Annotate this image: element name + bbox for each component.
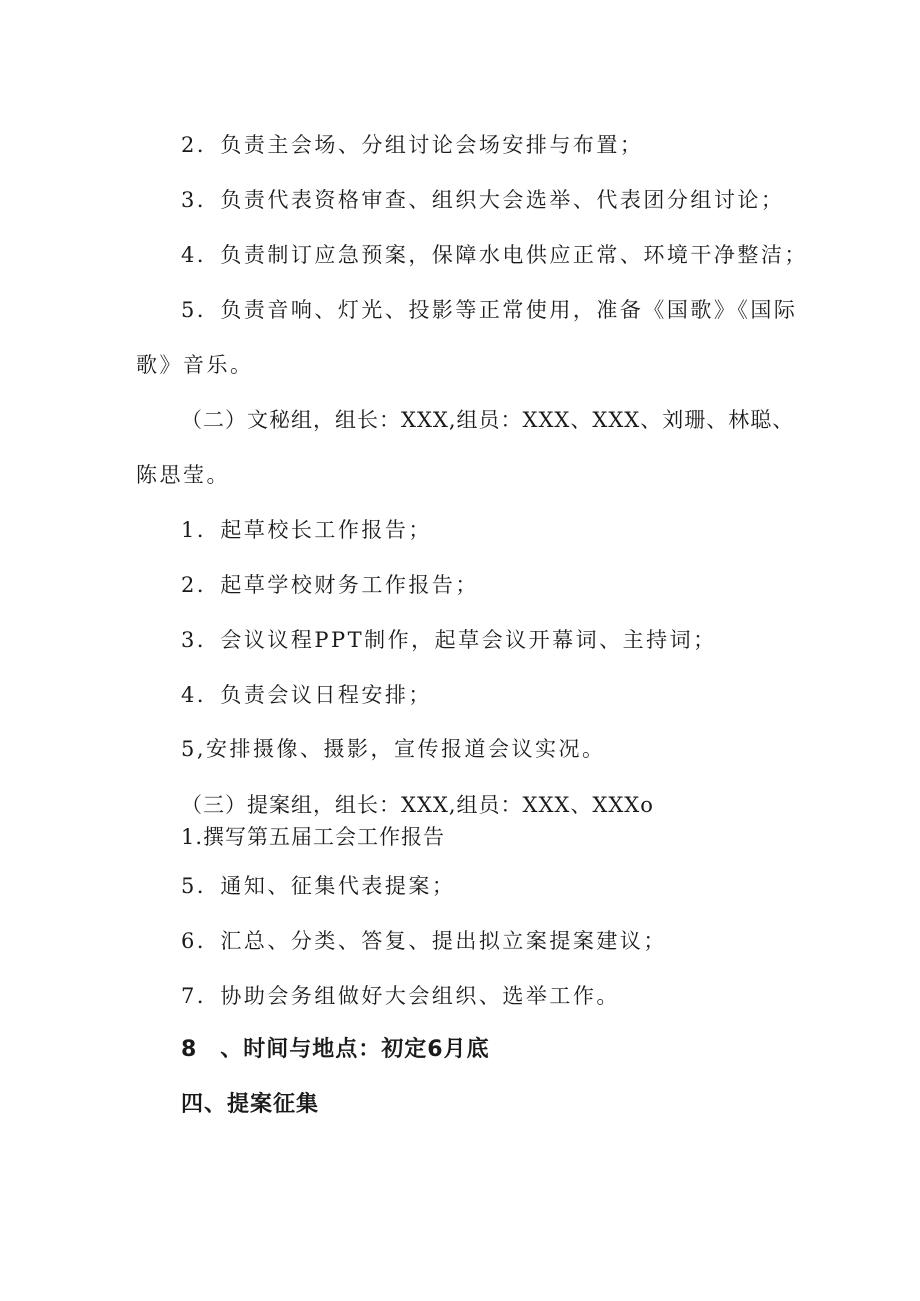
list-item: 4．负责会议日程安排； (181, 683, 432, 707)
bold-heading: 四、提案征集 (181, 1092, 320, 1117)
list-item: 1.撰写第五届工会工作报告 (181, 825, 446, 849)
section-heading: （二）文秘组，组长：XXX,组员：XXX、XXX、刘珊、林聪、 (181, 408, 795, 432)
text-line: 3．负责代表资格审查、组织大会选举、代表团分组讨论； (181, 188, 785, 212)
list-item: 5．通知、征集代表提案； (181, 874, 456, 898)
list-item: 3．会议议程PPT制作，起草会议开幕词、主持词； (181, 628, 717, 652)
list-item: 6．汇总、分类、答复、提出拟立案提案建议； (181, 929, 667, 953)
list-item: 2．起草学校财务工作报告； (181, 573, 479, 597)
bold-heading: 8 、时间与地点：初定6月底 (181, 1037, 490, 1062)
list-item: 1．起草校长工作报告； (181, 518, 432, 542)
list-item: 7．协助会务组做好大会组织、选举工作。 (181, 984, 620, 1008)
section-heading: （三）提案组，组长：XXX,组员：XXX、XXXo (181, 793, 654, 817)
text-line: 4．负责制订应急预案，保障水电供应正常、环境干净整洁； (181, 243, 808, 267)
text-line: 陈思莹。 (136, 463, 230, 487)
text-line: 2．负责主会场、分组讨论会场安排与布置； (181, 133, 644, 157)
text-line: 歌》音乐。 (136, 353, 254, 377)
text-line: 5．负责音响、灯光、投影等正常使用，准备《国歌》《国际 (181, 298, 798, 322)
list-item: 5,安排摄像、摄影，宣传报道会议实况。 (181, 737, 606, 761)
